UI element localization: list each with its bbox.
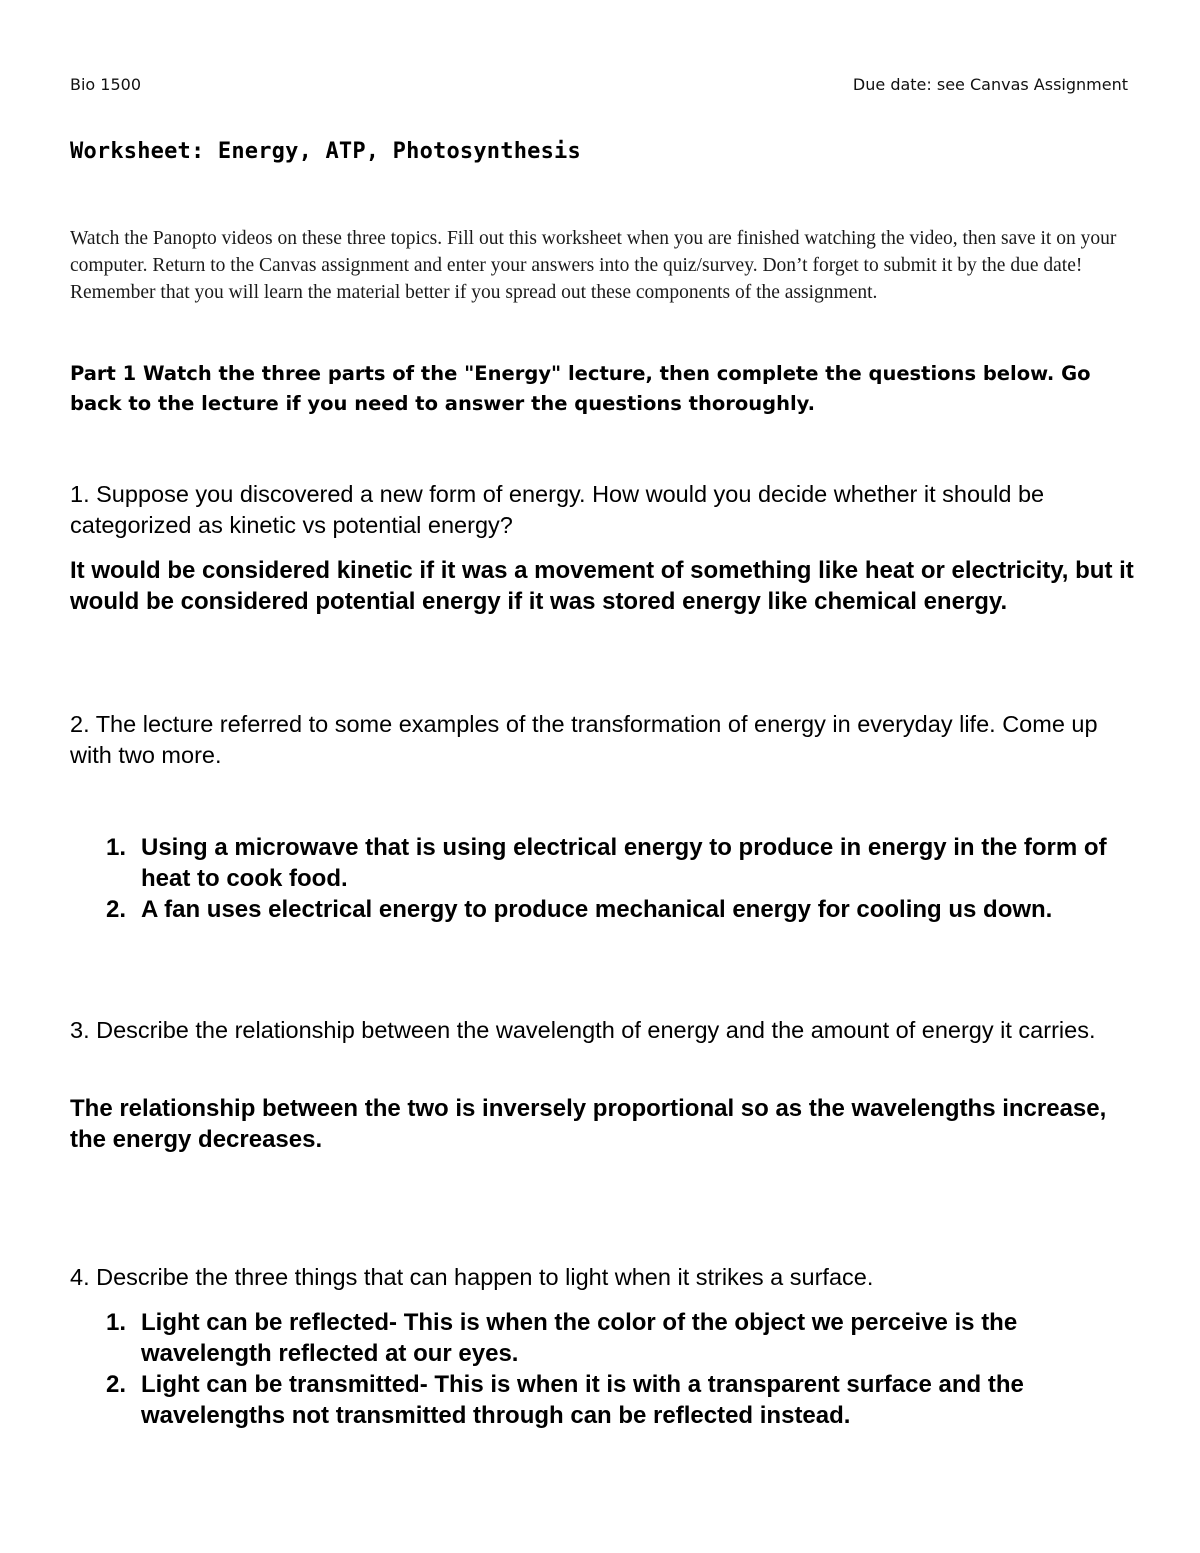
question-3: 3. Describe the relationship between the wavelength of energy and the amount of energy it carries. [70, 1017, 1096, 1043]
list-item [100, 1307, 1140, 1369]
worksheet-title: Worksheet: Energy, ATP, Photosynthesis [70, 139, 581, 164]
question-1: 1. Suppose you discovered a new form of energy. How would you decide whether it should be categorized as kinetic vs potential energy? [70, 481, 1045, 538]
answer-3: The relationship between the two is inversely proportional so as the wavelengths increase, the energy decreases. [70, 1095, 1107, 1153]
list-item-number: 2. [106, 1371, 127, 1398]
answer-4-list [100, 1307, 1140, 1431]
list-item [100, 832, 1140, 894]
due-date-label: Due date: see Canvas Assignment [852, 75, 1128, 94]
question-4: 4. Describe the three things that can happen to light when it strikes a surface. [70, 1264, 874, 1290]
list-item-text: Using a microwave that is using electrical energy to produce in energy in the form of heat to cook food. [141, 834, 1107, 892]
list-item-number: 1. [106, 1309, 127, 1336]
list-item-number: 1. [106, 834, 127, 861]
list-item-text: Light can be transmitted- This is when it is with a transparent surface and the wavelengths not transmitted through can be reflected instead. [141, 1371, 1024, 1429]
intro-paragraph: Watch the Panopto videos on these three topics. Fill out this worksheet when you are finished watching the video, then save it on your computer. Return to the Canvas assignment and enter your answers into the quiz/survey. Don’t forget to submit it by the due date! Remember that you will learn the material better if you spread out these components of the assignment. [70, 228, 1117, 303]
list-item [100, 1369, 1140, 1431]
list-item-text: A fan uses electrical energy to produce mechanical energy for cooling us down. [141, 896, 1053, 923]
course-label: Bio 1500 [70, 75, 142, 94]
answer-2-list [100, 832, 1140, 925]
list-item-number: 2. [106, 896, 127, 923]
question-2: 2. The lecture referred to some examples of the transformation of energy in everyday life. Come up with two more. [70, 711, 1098, 768]
answer-1: It would be considered kinetic if it was a movement of something like heat or electricity, but it would be considered potential energy if it was stored energy like chemical energy. [70, 557, 1134, 615]
part-1-instructions: Part 1 Watch the three parts of the "Energy" lecture, then complete the questions below. Go back to the lecture if you need to answer the questions thoroughly. [70, 362, 1091, 415]
list-item-text: Light can be reflected- This is when the color of the object we perceive is the wavelength reflected at our eyes. [141, 1309, 1018, 1367]
list-item [100, 894, 1140, 925]
